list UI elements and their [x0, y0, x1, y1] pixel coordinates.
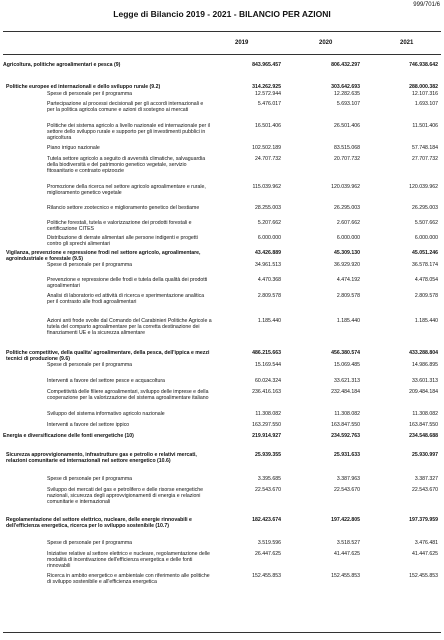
value-2019: 43.426.889: [255, 250, 281, 256]
value-2021: 6.000.000: [414, 235, 438, 241]
value-2020: 3.518.527: [336, 540, 360, 546]
column-header-2021: 2021: [400, 40, 414, 46]
row-label: Agricoltura, politiche agroalimentari e pesca (9): [3, 62, 121, 68]
value-2021: 41.447.625: [412, 551, 438, 557]
row-label: Spese di personale per il programma: [47, 362, 133, 368]
document-title: Legge di Bilancio 2019 - 2021 - BILANCIO PER AZIONI: [113, 9, 331, 19]
value-2020: 45.309.130: [334, 250, 360, 256]
value-2021: 120.039.962: [409, 184, 438, 190]
value-2020: 25.931.633: [334, 452, 360, 458]
value-2020: 2.607.662: [336, 220, 360, 226]
value-2019: 236.416.163: [252, 389, 281, 395]
value-2019: 486.215.663: [252, 350, 281, 356]
row-label: Promozione della ricerca nel settore agricolo agroalimentare e rurale, miglioramento genetico vegetale: [47, 184, 206, 197]
row-label: Distribuzione di derrate alimentari alle persone indigenti e progetti contro gli sprechi alimentari: [47, 235, 198, 248]
value-2019: 11.308.082: [255, 411, 281, 417]
value-2019: 219.914.927: [252, 433, 281, 439]
row-label: Spese di personale per il programma: [47, 91, 133, 97]
value-2019: 115.039.962: [252, 184, 281, 190]
value-2021: 4.478.054: [414, 277, 438, 283]
value-2021: 1.185.440: [414, 318, 438, 324]
value-2020: 11.308.082: [334, 411, 360, 417]
column-header-2019: 2019: [235, 40, 249, 46]
value-2019: 60.024.324: [255, 378, 281, 384]
value-2021: 209.484.184: [409, 389, 438, 395]
value-2020: 806.432.297: [331, 62, 360, 68]
value-2021: 3.387.327: [414, 476, 438, 482]
value-2019: 163.297.550: [252, 422, 281, 428]
value-2021: 12.107.316: [412, 91, 438, 97]
value-2020: 1.185.440: [336, 318, 360, 324]
value-2020: 456.380.574: [331, 350, 360, 356]
value-2021: 14.986.895: [412, 362, 438, 368]
value-2021: 746.938.642: [409, 62, 438, 68]
page-code: 999/701/6: [413, 2, 440, 8]
value-2021: 11.308.082: [412, 411, 438, 417]
value-2020: 36.929.920: [334, 262, 360, 268]
value-2020: 83.515.068: [334, 145, 360, 151]
value-2020: 33.621.313: [334, 378, 360, 384]
value-2020: 4.474.192: [336, 277, 360, 283]
value-2019: 3.395.685: [257, 476, 281, 482]
value-2019: 5.207.662: [257, 220, 281, 226]
value-2021: 2.809.578: [414, 293, 438, 299]
row-label: Ricerca in ambito energetico e ambientale con riferimento alle politiche di sviluppo sostenibile e all'efficienza energetica: [47, 573, 210, 586]
row-label: Iniziative relative al settore elettrico e nucleare, regolamentazione delle modalità di incentivazione dell'efficienza energetica e delle fonti rinnovabili: [47, 551, 210, 570]
value-2020: 20.707.732: [334, 156, 360, 162]
table-header: [3, 31, 441, 55]
value-2020: 2.809.578: [336, 293, 360, 299]
value-2019: 6.000.000: [257, 235, 281, 241]
value-2021: 57.748.184: [412, 145, 438, 151]
value-2021: 22.543.670: [412, 487, 438, 493]
column-header-2020: 2020: [319, 40, 333, 46]
value-2021: 234.548.688: [409, 433, 438, 439]
value-2019: 15.169.544: [255, 362, 281, 368]
row-label: Interventi a favore del settore pesce e acquacoltura: [47, 378, 165, 384]
row-label: Regolamentazione del settore elettrico, nucleare, delle energie rinnovabili e dell'efficienza energetica, ricerca per lo sviluppo sostenibile (10.7): [6, 517, 192, 530]
value-2020: 163.847.550: [331, 422, 360, 428]
row-label: Politiche competitive, della qualita' agroalimentare, della pesca, dell'ippica e mezzi tecnici di produzione (9.6): [6, 350, 210, 363]
value-2021: 26.295.003: [412, 205, 438, 211]
value-2019: 34.961.513: [255, 262, 281, 268]
value-2021: 197.379.959: [409, 517, 438, 523]
row-label: Analisi di laboratorio ed attività di ricerca e sperimentazione analitica per il contrasto alle frodi agroalimentari: [47, 293, 205, 306]
value-2019: 5.476.017: [257, 101, 281, 107]
value-2020: 303.642.693: [331, 84, 360, 90]
row-label: Energia e diversificazione delle fonti energetiche (10): [3, 433, 134, 439]
value-2019: 24.707.732: [255, 156, 281, 162]
value-2020: 15.069.485: [334, 362, 360, 368]
value-2020: 41.447.625: [334, 551, 360, 557]
row-label: Sicurezza approvvigionamento, infrastrutture gas e petrolio e relativi mercati, relazioni comunitarie ed internazionali nel settore energetico (10.6): [6, 452, 197, 465]
value-2021: 33.601.313: [412, 378, 438, 384]
value-2019: 28.255.003: [255, 205, 281, 211]
value-2020: 120.039.962: [331, 184, 360, 190]
value-2021: 5.507.662: [414, 220, 438, 226]
value-2020: 232.484.184: [331, 389, 360, 395]
value-2019: 22.543.670: [255, 487, 281, 493]
row-label: Prevenzione e repressione delle frodi e tutela della qualità dei prodotti agroalimentari: [47, 277, 208, 290]
value-2019: 102.502.189: [252, 145, 281, 151]
value-2021: 11.501.406: [412, 123, 438, 129]
value-2021: 36.578.174: [412, 262, 438, 268]
value-2019: 25.939.355: [255, 452, 281, 458]
row-label: Spese di personale per il programma: [47, 540, 133, 546]
value-2021: 288.000.382: [409, 84, 438, 90]
value-2020: 197.422.805: [331, 517, 360, 523]
row-label: Politiche europee ed internazionali e dello sviluppo rurale (9.2): [6, 84, 161, 90]
row-label: Piano irriguo nazionale: [47, 145, 100, 151]
value-2019: 3.519.596: [257, 540, 281, 546]
row-label: Partecipazione al processi decisionali per gli accordi internazionali e per la politica agricola comune e azioni di sostegno ai mercati: [47, 101, 204, 114]
value-2019: 16.501.406: [255, 123, 281, 129]
value-2019: 314.262.925: [252, 84, 281, 90]
value-2021: 45.051.246: [412, 250, 438, 256]
value-2020: 152.455.853: [331, 573, 360, 579]
table-bottom-rule: [3, 632, 441, 633]
row-label: Sviluppo del sistema informativo agricolo nazionale: [47, 411, 165, 417]
value-2019: 4.470.368: [257, 277, 281, 283]
row-label: Politiche forestali, tutela e valorizzazione dei prodotti forestali e certificazione CITES: [47, 220, 192, 233]
value-2020: 22.543.670: [334, 487, 360, 493]
row-label: Interventi a favore del settore ippico: [47, 422, 130, 428]
row-label: Competitività delle filiere agroalimentari, sviluppo delle imprese e della cooperazione per la valorizzazione del sistema agroalimentare italiano: [47, 389, 209, 402]
value-2019: 12.572.944: [255, 91, 281, 97]
value-2021: 27.707.732: [412, 156, 438, 162]
row-label: Rilancio settore zootecnico e miglioramento genetico del bestiame: [47, 205, 200, 211]
value-2020: 3.387.963: [336, 476, 360, 482]
value-2021: 152.455.853: [409, 573, 438, 579]
row-label: Tutela settore agricolo a seguito di avversità climatiche, salvaguardia della biodiversità e del patrimonio genetico vegetale, servizio fitosanitario e contrasto epizoozie: [47, 156, 206, 175]
value-2020: 6.000.000: [336, 235, 360, 241]
row-label: Spese di personale per il programma: [47, 476, 133, 482]
value-2021: 163.847.550: [409, 422, 438, 428]
value-2019: 152.455.853: [252, 573, 281, 579]
value-2019: 843.965.457: [252, 62, 281, 68]
value-2021: 25.930.997: [412, 452, 438, 458]
row-label: Politiche dei sistema agricolo a livello nazionale ed internazionale per il settore dello sviluppo rurale e supporto per gli investimenti pubblici in agricoltura: [47, 123, 210, 142]
row-label: Azioni anti frode svolte dal Comando del Carabinieri Politiche Agricole a tutela del comparto agroalimentare per la corretta destinazione dei finanziamenti UE e la sicurezza alimentare: [47, 318, 212, 337]
value-2021: 3.476.481: [414, 540, 438, 546]
value-2019: 26.447.625: [255, 551, 281, 557]
value-2020: 234.592.763: [331, 433, 360, 439]
value-2021: 1.693.107: [414, 101, 438, 107]
value-2020: 12.282.635: [334, 91, 360, 97]
value-2020: 26.501.406: [334, 123, 360, 129]
value-2019: 1.185.440: [257, 318, 281, 324]
row-label: Vigilanza, prevenzione e repressione frodi nel settore agricolo, agroalimentare, agroindustriale e forestale (9.5): [6, 250, 201, 263]
row-label: Sviluppo dei mercati del gas e petrolifero e delle risorse energetiche nazionali, sicurezza degli approvvigionamenti di energia e relazioni comunitarie e internazionali: [47, 487, 203, 506]
value-2020: 5.693.107: [336, 101, 360, 107]
value-2019: 182.423.674: [252, 517, 281, 523]
row-label: Spese di personale per il programma: [47, 262, 133, 268]
value-2019: 2.809.578: [257, 293, 281, 299]
value-2020: 26.295.003: [334, 205, 360, 211]
value-2021: 433.288.804: [409, 350, 438, 356]
